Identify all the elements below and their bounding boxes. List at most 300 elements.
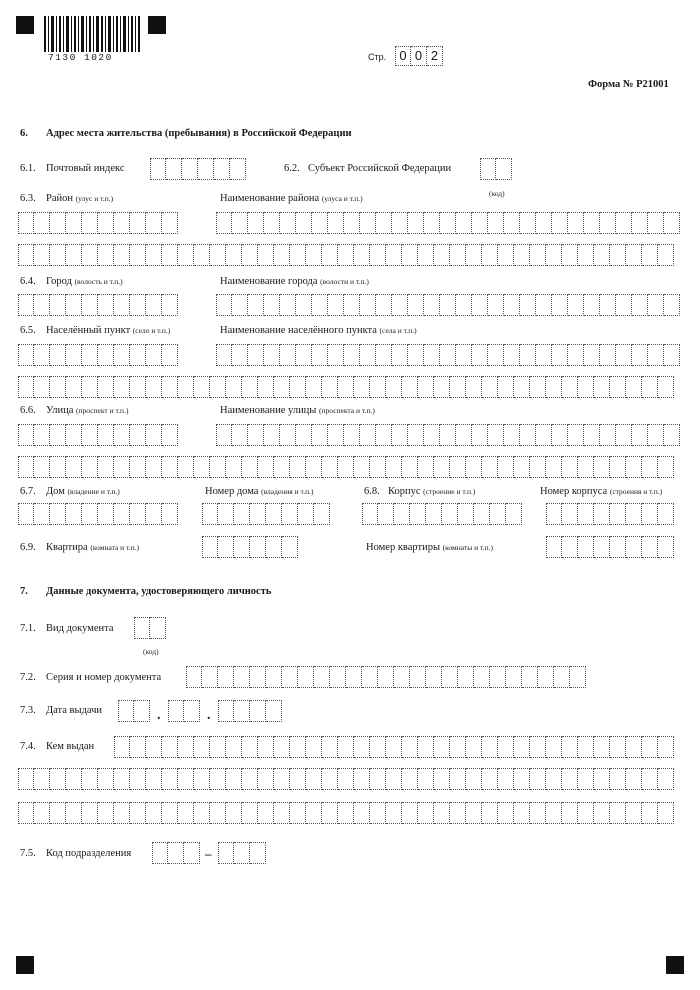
- input-cell[interactable]: [250, 503, 266, 525]
- input-cell[interactable]: [258, 376, 274, 398]
- input-cell[interactable]: [418, 456, 434, 478]
- input-cell[interactable]: [442, 666, 458, 688]
- input-cell[interactable]: [466, 376, 482, 398]
- input-cell[interactable]: [658, 376, 674, 398]
- input-cell[interactable]: [216, 424, 232, 446]
- input-cell[interactable]: [344, 424, 360, 446]
- input-cell[interactable]: [514, 376, 530, 398]
- input-cell[interactable]: [146, 503, 162, 525]
- input-cell[interactable]: [168, 700, 184, 722]
- input-cell[interactable]: [202, 536, 218, 558]
- input-cell[interactable]: [66, 294, 82, 316]
- input-cell[interactable]: [82, 503, 98, 525]
- input-cell[interactable]: [242, 768, 258, 790]
- input-cell[interactable]: [242, 736, 258, 758]
- input-cell[interactable]: [152, 842, 168, 864]
- input-cell[interactable]: [306, 244, 322, 266]
- input-cell[interactable]: [450, 736, 466, 758]
- input-cell[interactable]: [162, 456, 178, 478]
- input-cell[interactable]: [360, 344, 376, 366]
- input-cell[interactable]: [218, 503, 234, 525]
- input-cell[interactable]: [98, 244, 114, 266]
- input-cell[interactable]: [166, 158, 182, 180]
- input-cell[interactable]: [392, 294, 408, 316]
- input-cell[interactable]: [610, 536, 626, 558]
- settlement-name-field[interactable]: [216, 344, 680, 366]
- input-cell[interactable]: [552, 424, 568, 446]
- input-cell[interactable]: [498, 456, 514, 478]
- input-cell[interactable]: [632, 424, 648, 446]
- input-cell[interactable]: [178, 768, 194, 790]
- input-cell[interactable]: [584, 424, 600, 446]
- input-cell[interactable]: [34, 344, 50, 366]
- input-cell[interactable]: [130, 802, 146, 824]
- input-cell[interactable]: [466, 736, 482, 758]
- input-cell[interactable]: [402, 736, 418, 758]
- input-cell[interactable]: [162, 212, 178, 234]
- input-cell[interactable]: [418, 244, 434, 266]
- input-cell[interactable]: [202, 666, 218, 688]
- input-cell[interactable]: [402, 768, 418, 790]
- city-type-field[interactable]: [18, 294, 178, 316]
- input-cell[interactable]: [514, 736, 530, 758]
- input-cell[interactable]: [362, 503, 378, 525]
- input-cell[interactable]: [264, 294, 280, 316]
- input-cell[interactable]: [568, 344, 584, 366]
- input-cell[interactable]: [642, 244, 658, 266]
- input-cell[interactable]: [664, 344, 680, 366]
- input-cell[interactable]: [98, 294, 114, 316]
- input-cell[interactable]: [162, 376, 178, 398]
- input-cell[interactable]: [658, 736, 674, 758]
- input-cell[interactable]: [266, 700, 282, 722]
- input-cell[interactable]: [114, 212, 130, 234]
- input-cell[interactable]: [354, 802, 370, 824]
- input-cell[interactable]: [274, 244, 290, 266]
- input-cell[interactable]: [386, 736, 402, 758]
- input-cell[interactable]: [274, 736, 290, 758]
- input-cell[interactable]: [570, 666, 586, 688]
- department-code-first-field[interactable]: [152, 842, 200, 864]
- input-cell[interactable]: [290, 768, 306, 790]
- input-cell[interactable]: [456, 424, 472, 446]
- input-cell[interactable]: [642, 536, 658, 558]
- input-cell[interactable]: [322, 456, 338, 478]
- input-cell[interactable]: [114, 294, 130, 316]
- input-cell[interactable]: [130, 503, 146, 525]
- input-cell[interactable]: [34, 456, 50, 478]
- input-cell[interactable]: [98, 344, 114, 366]
- input-cell[interactable]: [546, 768, 562, 790]
- input-cell[interactable]: [568, 294, 584, 316]
- input-cell[interactable]: [658, 456, 674, 478]
- input-cell[interactable]: [408, 424, 424, 446]
- input-cell[interactable]: [498, 244, 514, 266]
- input-cell[interactable]: [354, 456, 370, 478]
- input-cell[interactable]: [360, 212, 376, 234]
- input-cell[interactable]: [392, 424, 408, 446]
- input-cell[interactable]: [442, 503, 458, 525]
- input-cell[interactable]: [648, 344, 664, 366]
- input-cell[interactable]: [434, 736, 450, 758]
- input-cell[interactable]: [466, 456, 482, 478]
- input-cell[interactable]: [658, 503, 674, 525]
- input-cell[interactable]: [150, 158, 166, 180]
- input-cell[interactable]: [34, 424, 50, 446]
- input-cell[interactable]: [530, 456, 546, 478]
- input-cell[interactable]: [360, 424, 376, 446]
- input-cell[interactable]: [594, 736, 610, 758]
- input-cell[interactable]: [450, 456, 466, 478]
- input-cell[interactable]: [280, 344, 296, 366]
- input-cell[interactable]: [118, 700, 134, 722]
- input-cell[interactable]: [134, 617, 150, 639]
- input-cell[interactable]: [434, 456, 450, 478]
- input-cell[interactable]: [66, 424, 82, 446]
- input-cell[interactable]: [114, 244, 130, 266]
- input-cell[interactable]: [472, 294, 488, 316]
- input-cell[interactable]: [490, 666, 506, 688]
- input-cell[interactable]: [458, 666, 474, 688]
- input-cell[interactable]: [34, 768, 50, 790]
- input-cell[interactable]: [50, 244, 66, 266]
- issue-date-month-field[interactable]: [168, 700, 200, 722]
- input-cell[interactable]: [226, 456, 242, 478]
- input-cell[interactable]: [338, 736, 354, 758]
- input-cell[interactable]: [82, 424, 98, 446]
- input-cell[interactable]: [562, 376, 578, 398]
- input-cell[interactable]: [218, 666, 234, 688]
- input-cell[interactable]: [578, 376, 594, 398]
- input-cell[interactable]: [234, 666, 250, 688]
- input-cell[interactable]: [146, 768, 162, 790]
- input-cell[interactable]: [194, 768, 210, 790]
- input-cell[interactable]: [474, 503, 490, 525]
- input-cell[interactable]: [658, 802, 674, 824]
- input-cell[interactable]: [520, 212, 536, 234]
- input-cell[interactable]: [280, 294, 296, 316]
- input-cell[interactable]: [610, 503, 626, 525]
- input-cell[interactable]: [658, 536, 674, 558]
- input-cell[interactable]: [258, 736, 274, 758]
- input-cell[interactable]: [290, 376, 306, 398]
- input-cell[interactable]: [178, 736, 194, 758]
- input-cell[interactable]: [150, 617, 166, 639]
- input-cell[interactable]: [242, 376, 258, 398]
- input-cell[interactable]: [82, 244, 98, 266]
- input-cell[interactable]: [162, 503, 178, 525]
- input-cell[interactable]: [210, 768, 226, 790]
- input-cell[interactable]: [578, 503, 594, 525]
- input-cell[interactable]: [426, 503, 442, 525]
- input-cell[interactable]: [314, 666, 330, 688]
- input-cell[interactable]: [338, 244, 354, 266]
- input-cell[interactable]: [130, 294, 146, 316]
- input-cell[interactable]: [216, 344, 232, 366]
- input-cell[interactable]: [130, 212, 146, 234]
- input-cell[interactable]: [552, 212, 568, 234]
- input-cell[interactable]: [66, 376, 82, 398]
- input-cell[interactable]: [322, 802, 338, 824]
- input-cell[interactable]: [386, 244, 402, 266]
- input-cell[interactable]: [434, 802, 450, 824]
- input-cell[interactable]: [482, 768, 498, 790]
- issued-by-field-continued-2[interactable]: [18, 802, 674, 824]
- issue-date-day-field[interactable]: [118, 700, 150, 722]
- input-cell[interactable]: [18, 802, 34, 824]
- input-cell[interactable]: [250, 666, 266, 688]
- apartment-number-field[interactable]: [546, 536, 674, 558]
- input-cell[interactable]: [296, 294, 312, 316]
- input-cell[interactable]: [346, 666, 362, 688]
- input-cell[interactable]: [82, 212, 98, 234]
- input-cell[interactable]: [344, 294, 360, 316]
- input-cell[interactable]: [482, 802, 498, 824]
- input-cell[interactable]: [616, 344, 632, 366]
- input-cell[interactable]: [664, 212, 680, 234]
- input-cell[interactable]: [226, 768, 242, 790]
- input-cell[interactable]: [402, 456, 418, 478]
- input-cell[interactable]: [162, 294, 178, 316]
- input-cell[interactable]: [82, 294, 98, 316]
- input-cell[interactable]: [562, 536, 578, 558]
- input-cell[interactable]: [114, 376, 130, 398]
- input-cell[interactable]: [258, 768, 274, 790]
- input-cell[interactable]: [146, 344, 162, 366]
- input-cell[interactable]: [114, 503, 130, 525]
- input-cell[interactable]: [250, 842, 266, 864]
- input-cell[interactable]: [584, 294, 600, 316]
- input-cell[interactable]: [506, 503, 522, 525]
- input-cell[interactable]: [402, 376, 418, 398]
- document-type-code-field[interactable]: [134, 617, 166, 639]
- input-cell[interactable]: [354, 244, 370, 266]
- input-cell[interactable]: [474, 666, 490, 688]
- input-cell[interactable]: [530, 802, 546, 824]
- input-cell[interactable]: [234, 536, 250, 558]
- input-cell[interactable]: [114, 344, 130, 366]
- input-cell[interactable]: [626, 456, 642, 478]
- input-cell[interactable]: [232, 344, 248, 366]
- street-type-field[interactable]: [18, 424, 178, 446]
- input-cell[interactable]: [504, 212, 520, 234]
- region-code-field[interactable]: [480, 158, 512, 180]
- input-cell[interactable]: [98, 503, 114, 525]
- input-cell[interactable]: [134, 700, 150, 722]
- input-cell[interactable]: [386, 768, 402, 790]
- input-cell[interactable]: [610, 768, 626, 790]
- input-cell[interactable]: [440, 212, 456, 234]
- input-cell[interactable]: [202, 503, 218, 525]
- input-cell[interactable]: [232, 424, 248, 446]
- input-cell[interactable]: [642, 802, 658, 824]
- input-cell[interactable]: [600, 344, 616, 366]
- input-cell[interactable]: [168, 842, 184, 864]
- input-cell[interactable]: [616, 294, 632, 316]
- input-cell[interactable]: [250, 700, 266, 722]
- input-cell[interactable]: [98, 768, 114, 790]
- input-cell[interactable]: [530, 244, 546, 266]
- input-cell[interactable]: [426, 666, 442, 688]
- input-cell[interactable]: [594, 536, 610, 558]
- input-cell[interactable]: [546, 456, 562, 478]
- input-cell[interactable]: [386, 802, 402, 824]
- input-cell[interactable]: [98, 424, 114, 446]
- input-cell[interactable]: [234, 842, 250, 864]
- input-cell[interactable]: [370, 376, 386, 398]
- input-cell[interactable]: [312, 344, 328, 366]
- building-type-field[interactable]: [362, 503, 522, 525]
- input-cell[interactable]: [34, 294, 50, 316]
- input-cell[interactable]: [322, 736, 338, 758]
- input-cell[interactable]: [146, 294, 162, 316]
- input-cell[interactable]: [194, 244, 210, 266]
- input-cell[interactable]: [162, 424, 178, 446]
- input-cell[interactable]: [130, 736, 146, 758]
- house-type-field[interactable]: [18, 503, 178, 525]
- input-cell[interactable]: [98, 802, 114, 824]
- input-cell[interactable]: [490, 503, 506, 525]
- input-cell[interactable]: [482, 376, 498, 398]
- input-cell[interactable]: [424, 212, 440, 234]
- input-cell[interactable]: [520, 294, 536, 316]
- input-cell[interactable]: [50, 456, 66, 478]
- input-cell[interactable]: [312, 294, 328, 316]
- input-cell[interactable]: [424, 344, 440, 366]
- input-cell[interactable]: [130, 424, 146, 446]
- input-cell[interactable]: [328, 424, 344, 446]
- input-cell[interactable]: [418, 736, 434, 758]
- input-cell[interactable]: [210, 802, 226, 824]
- input-cell[interactable]: [466, 768, 482, 790]
- input-cell[interactable]: [146, 424, 162, 446]
- input-cell[interactable]: [130, 456, 146, 478]
- input-cell[interactable]: [610, 736, 626, 758]
- input-cell[interactable]: [562, 768, 578, 790]
- input-cell[interactable]: [282, 666, 298, 688]
- input-cell[interactable]: [418, 768, 434, 790]
- input-cell[interactable]: [402, 802, 418, 824]
- input-cell[interactable]: [338, 456, 354, 478]
- input-cell[interactable]: [266, 666, 282, 688]
- input-cell[interactable]: [306, 802, 322, 824]
- input-cell[interactable]: [66, 768, 82, 790]
- input-cell[interactable]: [248, 344, 264, 366]
- input-cell[interactable]: [450, 768, 466, 790]
- input-cell[interactable]: [530, 736, 546, 758]
- input-cell[interactable]: [658, 244, 674, 266]
- input-cell[interactable]: [50, 424, 66, 446]
- input-cell[interactable]: [632, 212, 648, 234]
- input-cell[interactable]: [50, 768, 66, 790]
- input-cell[interactable]: [98, 456, 114, 478]
- input-cell[interactable]: [600, 212, 616, 234]
- input-cell[interactable]: [498, 736, 514, 758]
- input-cell[interactable]: [546, 376, 562, 398]
- input-cell[interactable]: [594, 802, 610, 824]
- input-cell[interactable]: [488, 344, 504, 366]
- input-cell[interactable]: [578, 456, 594, 478]
- input-cell[interactable]: [162, 344, 178, 366]
- input-cell[interactable]: [520, 344, 536, 366]
- input-cell[interactable]: [82, 802, 98, 824]
- input-cell[interactable]: [514, 768, 530, 790]
- input-cell[interactable]: [66, 456, 82, 478]
- input-cell[interactable]: [130, 768, 146, 790]
- input-cell[interactable]: [626, 736, 642, 758]
- input-cell[interactable]: [248, 294, 264, 316]
- input-cell[interactable]: [50, 376, 66, 398]
- input-cell[interactable]: [34, 802, 50, 824]
- input-cell[interactable]: [594, 768, 610, 790]
- input-cell[interactable]: [34, 376, 50, 398]
- input-cell[interactable]: [162, 768, 178, 790]
- input-cell[interactable]: [378, 503, 394, 525]
- input-cell[interactable]: [466, 802, 482, 824]
- input-cell[interactable]: [146, 456, 162, 478]
- input-cell[interactable]: [394, 503, 410, 525]
- input-cell[interactable]: [354, 736, 370, 758]
- input-cell[interactable]: [450, 244, 466, 266]
- input-cell[interactable]: [376, 294, 392, 316]
- input-cell[interactable]: [376, 212, 392, 234]
- input-cell[interactable]: [522, 666, 538, 688]
- input-cell[interactable]: [194, 736, 210, 758]
- input-cell[interactable]: [482, 736, 498, 758]
- district-type-field[interactable]: [18, 212, 178, 234]
- input-cell[interactable]: [466, 244, 482, 266]
- input-cell[interactable]: [178, 802, 194, 824]
- input-cell[interactable]: [568, 424, 584, 446]
- input-cell[interactable]: [330, 666, 346, 688]
- input-cell[interactable]: [230, 158, 246, 180]
- input-cell[interactable]: [578, 244, 594, 266]
- input-cell[interactable]: [568, 212, 584, 234]
- issue-date-year-field[interactable]: [218, 700, 282, 722]
- input-cell[interactable]: [66, 503, 82, 525]
- input-cell[interactable]: [290, 802, 306, 824]
- input-cell[interactable]: [362, 666, 378, 688]
- issued-by-field-continued[interactable]: [18, 768, 674, 790]
- input-cell[interactable]: [130, 344, 146, 366]
- input-cell[interactable]: [610, 802, 626, 824]
- input-cell[interactable]: [280, 212, 296, 234]
- input-cell[interactable]: [450, 376, 466, 398]
- input-cell[interactable]: [410, 503, 426, 525]
- input-cell[interactable]: [610, 244, 626, 266]
- input-cell[interactable]: [536, 344, 552, 366]
- input-cell[interactable]: [50, 212, 66, 234]
- input-cell[interactable]: [520, 424, 536, 446]
- input-cell[interactable]: [274, 768, 290, 790]
- input-cell[interactable]: [218, 700, 234, 722]
- input-cell[interactable]: [504, 294, 520, 316]
- apartment-type-field[interactable]: [202, 536, 298, 558]
- input-cell[interactable]: [66, 344, 82, 366]
- input-cell[interactable]: [626, 376, 642, 398]
- input-cell[interactable]: [530, 768, 546, 790]
- input-cell[interactable]: [418, 376, 434, 398]
- input-cell[interactable]: [216, 294, 232, 316]
- input-cell[interactable]: [18, 344, 34, 366]
- input-cell[interactable]: [370, 802, 386, 824]
- input-cell[interactable]: [498, 768, 514, 790]
- input-cell[interactable]: [242, 456, 258, 478]
- input-cell[interactable]: [498, 376, 514, 398]
- input-cell[interactable]: [578, 802, 594, 824]
- input-cell[interactable]: [210, 244, 226, 266]
- input-cell[interactable]: [114, 768, 130, 790]
